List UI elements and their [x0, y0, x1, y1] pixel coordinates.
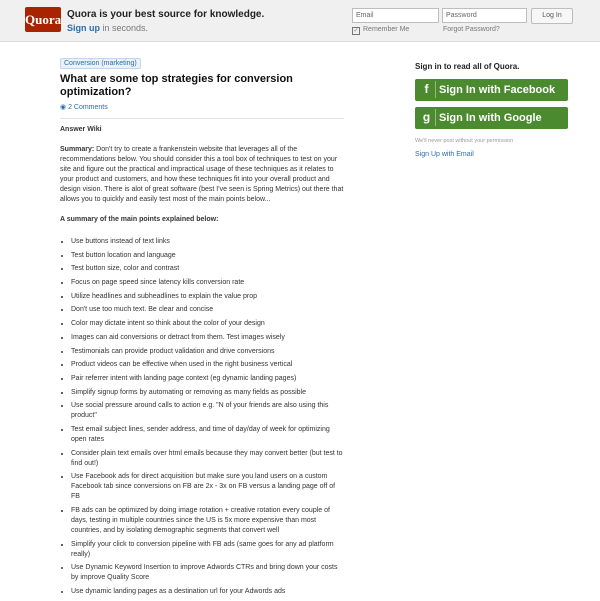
facebook-icon: f	[418, 81, 436, 98]
signup-suffix: in seconds.	[100, 23, 149, 33]
list-item: • Use dynamic landing pages as a destination url for your Adwords ads	[71, 587, 344, 597]
list-item: • Test email subject lines, sender address, and time of day/day of week for optimizing open rates	[71, 425, 344, 445]
list-item: • Utilize headlines and subheadlines to explain the value prop	[71, 292, 344, 302]
signup-link[interactable]: Sign up	[67, 23, 100, 33]
list-item: • Use social pressure around calls to action e.g. "N of your friends are also using this product"	[71, 401, 344, 421]
summary-text: Don't try to create a frankenstein website that leverages all of the recommendations below. You should consider this a tool box of techniques to test on your site and figure out the practical and impractical usage of these techniques as it relates to your product and customers, and how these techniques fit into your overall product and design vision. There is alot of great software (best I've seen is Spring Metrics) out there that allows you to quickly and easily test most of the main points below...	[60, 146, 344, 203]
list-item: • Simplify signup forms by automating or removing as many fields as possible	[71, 388, 344, 398]
list-item: • Simplify your click to conversion pipeline with FB ads (same goes for any ad platform really)	[71, 540, 344, 560]
list-item: • Test button location and language	[71, 251, 344, 261]
google-icon: g	[418, 109, 436, 126]
points-title: A summary of the main points explained below:	[60, 216, 219, 223]
google-signin-button[interactable]	[415, 107, 568, 129]
list-item: • Test button size, color and contrast	[71, 264, 344, 274]
list-item: • Use buttons instead of text links	[71, 237, 344, 247]
list-item: • Focus on page speed since latency kills conversion rate	[71, 278, 344, 288]
signup-line	[67, 23, 148, 33]
comment-icon: ◉	[60, 104, 67, 111]
list-item: • Color may dictate intent so think about the color of your design	[71, 319, 344, 329]
answer-wiki-heading: Answer Wiki	[60, 126, 102, 133]
signin-sidebar	[415, 62, 580, 158]
list-item: • Consider plain text emails over html emails because they may convert better (but test to find out!)	[71, 449, 344, 469]
facebook-signin-button[interactable]	[415, 79, 568, 101]
list-item: • Pair referrer intent with landing page context (eg dynamic landing pages)	[71, 374, 344, 384]
sidebar-title: Sign in to read all of Quora.	[415, 62, 520, 71]
comments-count: 2 Comments	[68, 104, 108, 111]
never-post-note: We'll never post without your permission	[415, 138, 514, 144]
google-signin-label: Sign In with Google	[439, 112, 542, 124]
list-item: • Testimonials can provide product validation and drive conversions	[71, 347, 344, 357]
list-item: • FB ads can be optimized by doing image rotation + creative rotation every couple of days, testing in multiple countries since the US is 5x more expensive than most countries, and by isolating demographic segments that convert well	[71, 506, 344, 536]
summary-label: Summary:	[60, 146, 95, 153]
facebook-signin-label: Sign In with Facebook	[439, 84, 556, 96]
email-signup-link[interactable]: Sign Up with Email	[415, 151, 474, 158]
question-main	[60, 52, 344, 601]
list-item: • Images can aid conversions or detract from them. Test images wisely	[71, 333, 344, 343]
quora-logo[interactable]: Quora	[25, 7, 61, 32]
points-list	[60, 237, 344, 597]
password-field[interactable]: Password	[442, 8, 527, 23]
comments-link[interactable]	[60, 103, 344, 119]
top-header	[0, 0, 600, 42]
remember-checkbox[interactable]: ✓	[353, 28, 359, 34]
answer-summary	[60, 145, 344, 205]
list-item: • Use Dynamic Keyword Insertion to improve Adwords CTRs and bring down your costs by improve Quality Score	[71, 563, 344, 583]
remember-me[interactable]	[352, 26, 409, 35]
email-field[interactable]: Email	[352, 8, 439, 23]
login-button[interactable]: Log In	[531, 8, 573, 24]
remember-label: Remember Me	[363, 26, 410, 33]
list-item: • Product videos can be effective when used in the right business vertical	[71, 360, 344, 370]
topic-tag[interactable]: Conversion (marketing)	[60, 58, 141, 69]
forgot-password-link[interactable]: Forgot Password?	[443, 26, 500, 33]
question-title: What are some top strategies for conversion optimization?	[60, 73, 293, 98]
list-item: • Use Facebook ads for direct acquisition but make sure you land users on a custom Facebook tab since conversions on FB are 2x - 3x on FB versus a landing page off of FB	[71, 472, 344, 502]
tagline: Quora is your best source for knowledge.	[67, 9, 265, 20]
list-item: • Don't use too much text. Be clear and concise	[71, 305, 344, 315]
